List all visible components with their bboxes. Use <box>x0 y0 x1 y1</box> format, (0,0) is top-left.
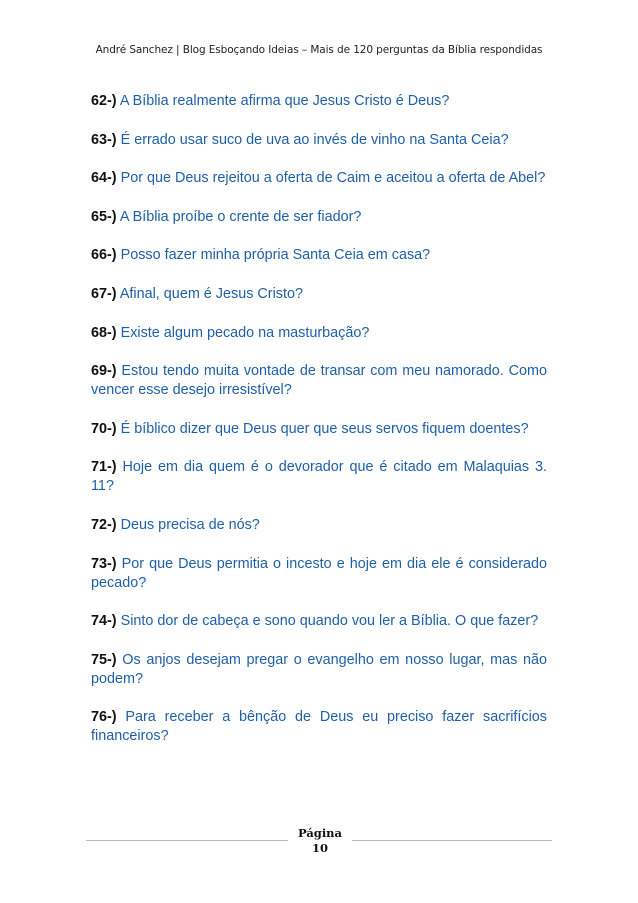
question-list <box>91 92 547 766</box>
question-number: 71-) <box>91 459 117 476</box>
question-item <box>91 516 547 535</box>
question-number: 62-) <box>91 93 117 109</box>
question-text: Deus precisa de nós? <box>120 516 260 533</box>
question-text: Para receber a bênção de Deus eu preciso fazer sacrifícios financeiros? <box>91 709 547 745</box>
page-label: Página <box>297 826 342 840</box>
question-item <box>91 92 547 111</box>
question-text: Os anjos desejam pregar o evangelho em nosso lugar, mas não podem? <box>91 651 548 687</box>
question-item <box>91 285 547 304</box>
question-item <box>91 555 547 593</box>
question-number: 69-) <box>91 363 117 380</box>
question-number: 76-) <box>91 709 117 726</box>
footer-rule-right <box>352 840 552 841</box>
question-item <box>91 169 547 188</box>
question-text: Por que Deus permitia o incesto e hoje em dia ele é considerado pecado? <box>91 555 547 591</box>
question-item <box>91 612 547 631</box>
question-number: 70-) <box>91 420 117 437</box>
page-number: 10 <box>311 841 328 855</box>
question-item <box>91 208 547 227</box>
question-text: É bíblico dizer que Deus quer que seus servos fiquem doentes? <box>120 420 529 437</box>
question-item <box>91 324 547 343</box>
question-number: 68-) <box>91 324 117 341</box>
question-text: É errado usar suco de uva ao invés de vinho na Santa Ceia? <box>120 131 509 148</box>
question-text: Sinto dor de cabeça e sono quando vou ler a Bíblia. O que fazer? <box>120 613 539 630</box>
question-number: 63-) <box>91 131 117 148</box>
question-item <box>91 458 547 496</box>
question-number: 74-) <box>91 613 117 630</box>
question-item <box>91 420 547 439</box>
footer-rule-left <box>86 840 288 841</box>
question-item <box>91 246 547 265</box>
page-footer <box>0 826 638 866</box>
question-item <box>91 651 547 689</box>
question-text: Por que Deus rejeitou a oferta de Caim e aceitou a oferta de Abel? <box>120 170 546 187</box>
question-text: Hoje em dia quem é o devorador que é citado em Malaquias 3. 11? <box>91 459 548 495</box>
question-number: 66-) <box>91 247 117 264</box>
question-number: 75-) <box>91 651 117 668</box>
question-text: Existe algum pecado na masturbação? <box>120 324 370 341</box>
question-number: 64-) <box>91 170 117 187</box>
question-item <box>91 708 547 746</box>
page-number-box <box>288 826 352 856</box>
question-number: 73-) <box>91 555 117 572</box>
question-text: A Bíblia realmente afirma que Jesus Cristo é Deus? <box>119 93 450 109</box>
question-text: Afinal, quem é Jesus Cristo? <box>119 285 303 302</box>
question-item <box>91 362 547 400</box>
question-text: A Bíblia proíbe o crente de ser fiador? <box>119 208 362 225</box>
question-item <box>91 131 547 150</box>
question-number: 65-) <box>91 208 117 225</box>
question-number: 67-) <box>91 285 117 302</box>
question-text: Estou tendo muita vontade de transar com meu namorado. Como vencer esse desejo irresistível? <box>91 363 548 399</box>
question-number: 72-) <box>91 516 117 533</box>
page-header: André Sanchez | Blog Esboçando Ideias – Mais de 120 perguntas da Bíblia respondidas <box>95 44 543 56</box>
question-text: Posso fazer minha própria Santa Ceia em casa? <box>120 247 431 264</box>
